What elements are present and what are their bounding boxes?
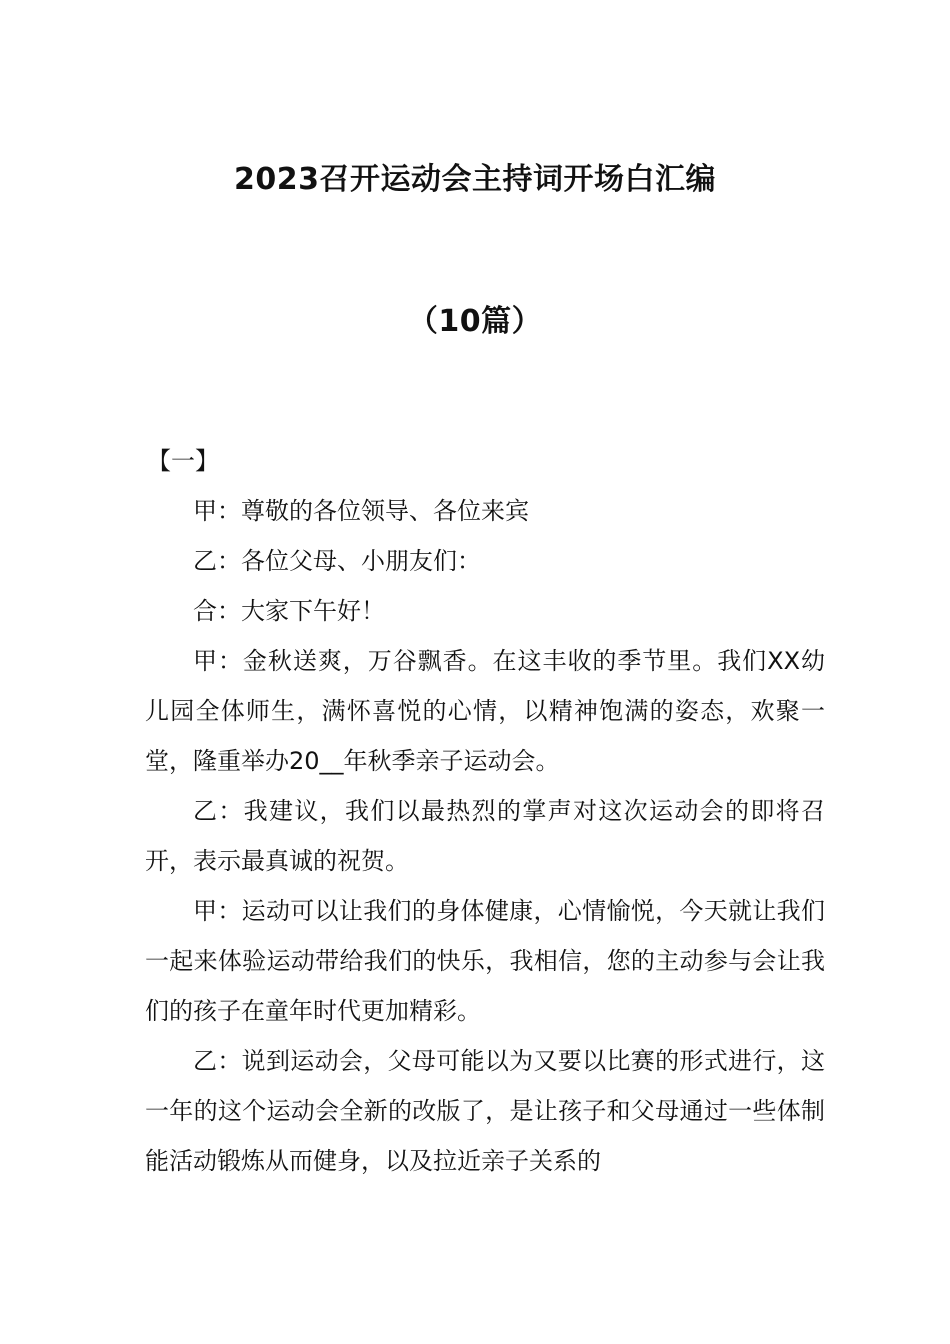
- paragraph-health: 甲：运动可以让我们的身体健康，心情愉悦，今天就让我们一起来体验运动带给我们的快乐，我相信，您的主动参与会让我们的孩子在童年时代更加精彩。: [145, 897, 825, 1025]
- document-subtitle: （10篇）: [407, 304, 543, 339]
- paragraph-opening: 甲：金秋送爽，万谷飘香。在这丰收的季节里。我们XX幼儿园全体师生，满怀喜悦的心情，以精神饱满的姿态，欢聚一堂，隆重举办20__年秋季亲子运动会。: [145, 647, 825, 775]
- section-heading: 【一】: [147, 447, 219, 475]
- paragraph-new-format: 乙：说到运动会，父母可能以为又要以比赛的形式进行，这一年的这个运动会全新的改版了，是让孩子和父母通过一些体制能活动锻炼从而健身，以及拉近亲子关系的: [145, 1047, 825, 1175]
- paragraph-greeting-parents: 乙：各位父母、小朋友们：: [193, 547, 481, 575]
- document-body: [145, 436, 825, 1186]
- document-title: 2023召开运动会主持词开场白汇编: [234, 162, 716, 197]
- paragraph-greeting-all: 合：大家下午好！: [193, 597, 385, 625]
- paragraph-greeting-leaders: 甲：尊敬的各位领导、各位来宾: [193, 497, 529, 525]
- paragraph-applause: 乙：我建议，我们以最热烈的掌声对这次运动会的即将召开，表示最真诚的祝贺。: [145, 797, 825, 875]
